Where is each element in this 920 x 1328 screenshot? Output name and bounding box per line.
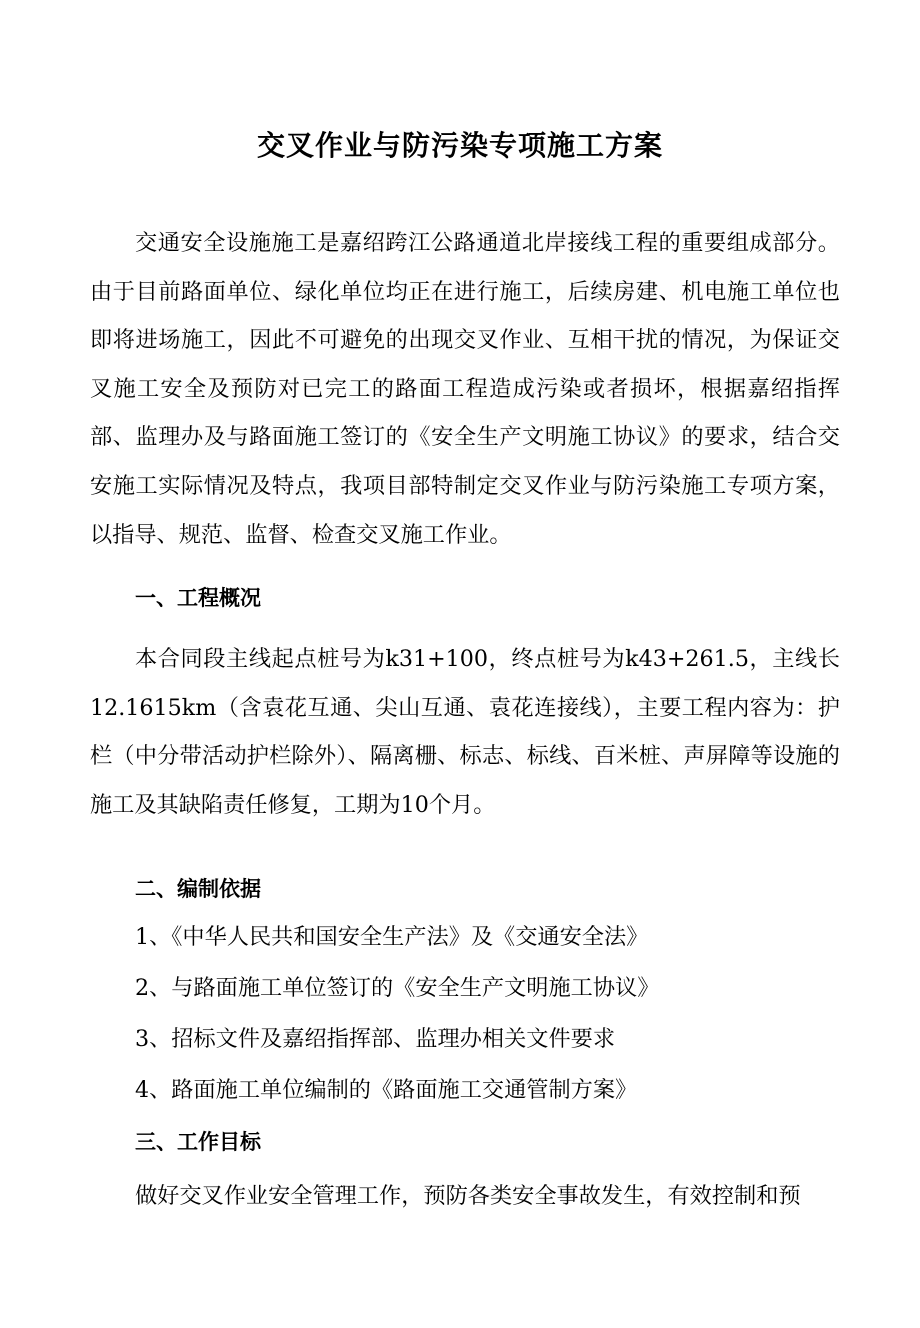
list-item: 3、招标文件及嘉绍指挥部、监理办相关文件要求 [135, 1026, 616, 1052]
list-item: 4、路面施工单位编制的《路面施工交通管制方案》 [135, 1077, 638, 1103]
section-heading-overview: 一、工程概况 [135, 586, 261, 610]
list-item: 1、《中华人民共和国安全生产法》及《交通安全法》 [135, 924, 649, 950]
list-item: 2、与路面施工单位签订的《安全生产文明施工协议》 [135, 975, 660, 1001]
section-heading-basis: 二、编制依据 [135, 877, 261, 901]
section-heading-goal: 三、工作目标 [135, 1130, 261, 1154]
goal-paragraph: 做好交叉作业安全管理工作，预防各类安全事故发生，有效控制和预 [135, 1183, 801, 1209]
document-title: 交叉作业与防污染专项施工方案 [256, 129, 663, 162]
intro-paragraph: 交通安全设施施工是嘉绍跨江公路通道北岸接线工程的重要组成部分。由于目前路面单位、绿化单位均正在进行施工，后续房建、机电施工单位也即将进场施工，因此不可避免的出现交叉作业、互相干扰的情况，为保证交叉施工安全及预防对已完工的路面工程造成污染或者损坏，根据嘉绍指挥部、监理办及与路面施工签订的《安全生产文明施工协议》的要求，结合交安施工实际情况及特点，我项目部特制定交叉作业与防污染施工专项方案，以指导、规范、监督、检查交叉施工作业。 [90, 230, 840, 548]
overview-paragraph: 本合同段主线起点桩号为k31+100，终点桩号为k43+261.5，主线长12.1615km（含袁花互通、尖山互通、袁花连接线），主要工程内容为：护栏（中分带活动护栏除外）、隔离栅、标志、标线、百米桩、声屏障等设施的施工及其缺陷责任修复，工期为10个月。 [90, 646, 840, 818]
